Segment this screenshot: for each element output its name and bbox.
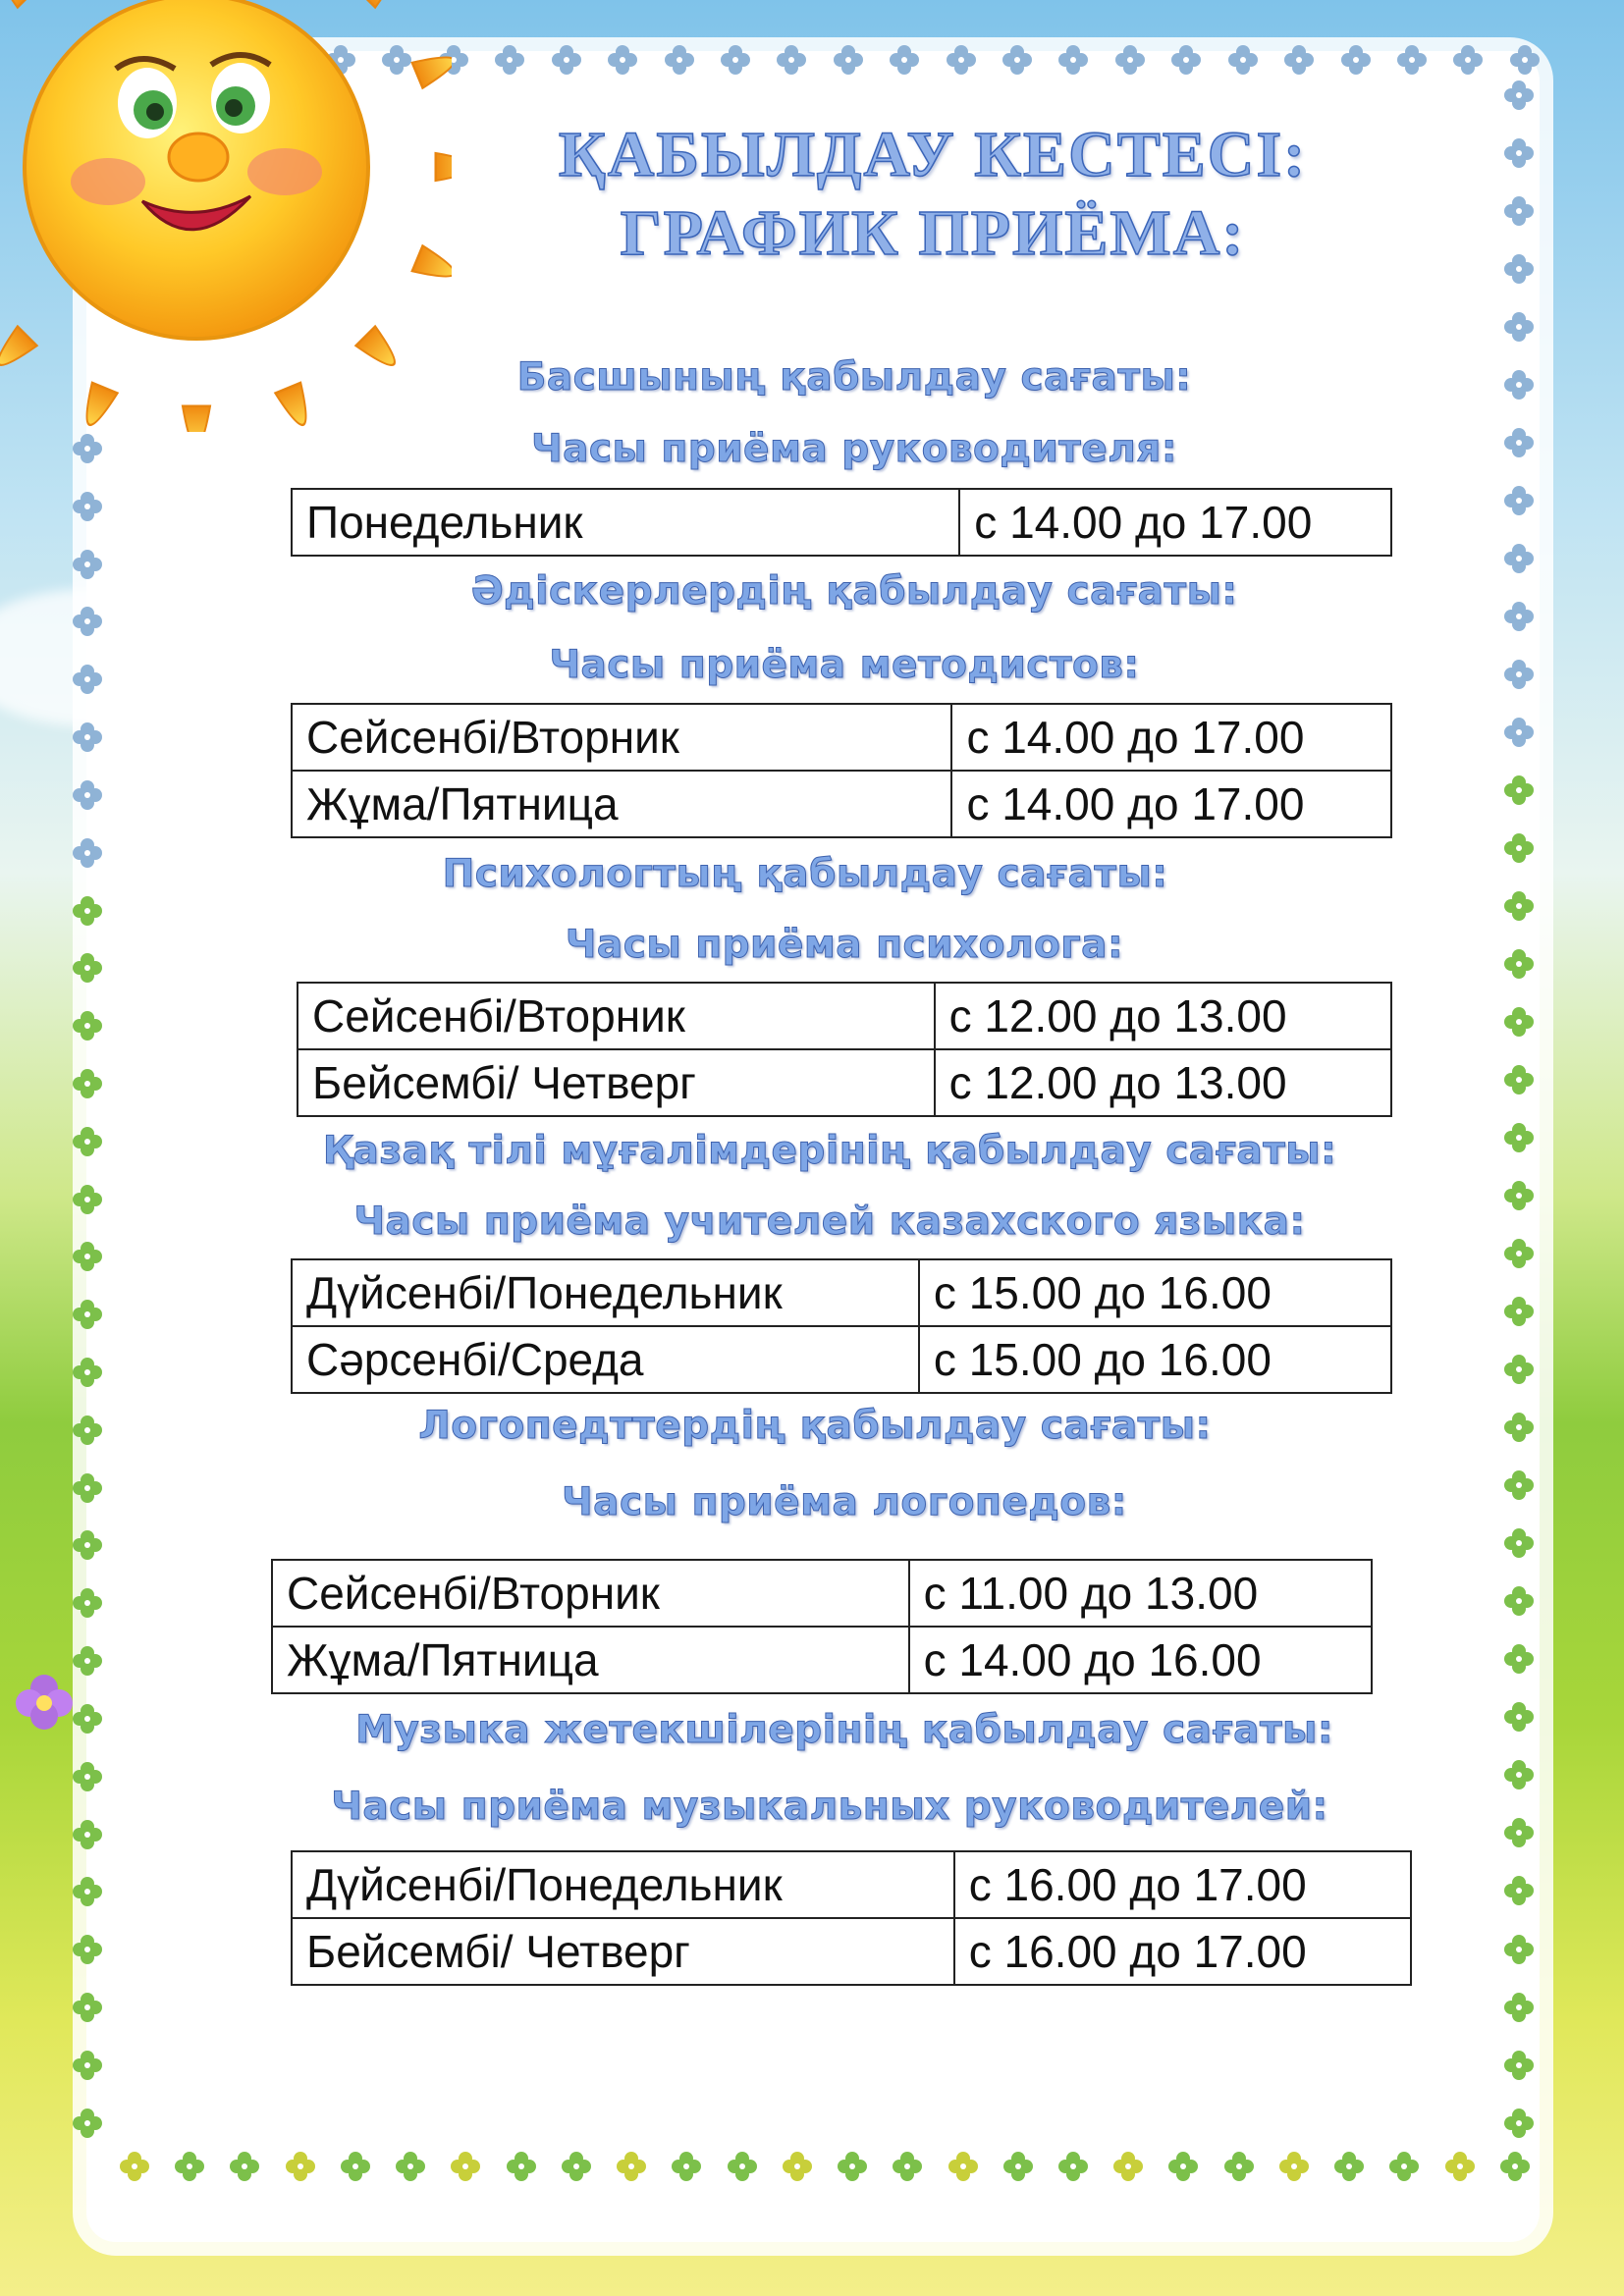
section-heading-ru: Часы приёма психолога: — [565, 923, 1124, 967]
time-cell: с 14.00 до 17.00 — [959, 489, 1391, 556]
section-heading-kz: Психологтың қабылдау сағаты: — [442, 852, 1168, 896]
time-cell: с 15.00 до 16.00 — [919, 1259, 1391, 1326]
section-heading-kz: Басшының қабылдау сағаты: — [516, 355, 1192, 400]
table-row — [298, 1049, 1391, 1116]
table-row — [292, 1918, 1411, 1985]
table-row — [298, 983, 1391, 1049]
day-cell: Жұма/Пятница — [272, 1627, 909, 1693]
table-row — [292, 489, 1391, 556]
table-row — [272, 1627, 1372, 1693]
table-row — [272, 1560, 1372, 1627]
time-cell: с 14.00 до 17.00 — [951, 771, 1391, 837]
table-row — [292, 1851, 1411, 1918]
day-cell: Понедельник — [292, 489, 959, 556]
time-cell: с 14.00 до 16.00 — [909, 1627, 1372, 1693]
time-cell: с 16.00 до 17.00 — [954, 1851, 1411, 1918]
section-heading-kz: Логопедттердің қабылдау сағаты: — [418, 1404, 1212, 1448]
table-row — [292, 771, 1391, 837]
schedule-table — [297, 982, 1392, 1117]
day-cell: Жұма/Пятница — [292, 771, 951, 837]
day-cell: Бейсембі/ Четверг — [292, 1918, 954, 1985]
day-cell: Дүйсенбі/Понедельник — [292, 1259, 919, 1326]
section-heading-ru: Часы приёма методистов: — [549, 643, 1140, 687]
time-cell: с 14.00 до 17.00 — [951, 704, 1391, 771]
day-cell: Сәрсенбі/Среда — [292, 1326, 919, 1393]
page-title-ru: ГРАФИК ПРИЁМА: — [620, 197, 1246, 269]
schedule-table — [291, 488, 1392, 557]
section-heading-kz: Музыка жетекшілерінің қабылдау сағаты: — [355, 1708, 1333, 1752]
time-cell: с 15.00 до 16.00 — [919, 1326, 1391, 1393]
day-cell: Сейсенбі/Вторник — [298, 983, 935, 1049]
schedule-table — [271, 1559, 1373, 1694]
time-cell: с 11.00 до 13.00 — [909, 1560, 1372, 1627]
section-heading-ru: Часы приёма учителей казахского языка: — [353, 1200, 1306, 1244]
section-heading-ru: Часы приёма руководителя: — [531, 427, 1177, 471]
day-cell: Сейсенбі/Вторник — [292, 704, 951, 771]
section-heading-kz: Қазақ тілі мұғалімдерінің қабылдау сағаты: — [322, 1129, 1337, 1173]
section-heading-ru: Часы приёма логопедов: — [562, 1480, 1127, 1524]
schedule-table — [291, 1258, 1392, 1394]
page-title-kz: ҚАБЫЛДАУ КЕСТЕСІ: — [558, 119, 1308, 190]
day-cell: Дүйсенбі/Понедельник — [292, 1851, 954, 1918]
schedule-table — [291, 1850, 1412, 1986]
section-heading-ru: Часы приёма музыкальных руководителей: — [331, 1785, 1328, 1829]
time-cell: с 12.00 до 13.00 — [935, 1049, 1391, 1116]
time-cell: с 16.00 до 17.00 — [954, 1918, 1411, 1985]
section-heading-kz: Әдіскерлердің қабылдау сағаты: — [470, 569, 1238, 614]
day-cell: Сейсенбі/Вторник — [272, 1560, 909, 1627]
time-cell: с 12.00 до 13.00 — [935, 983, 1391, 1049]
table-row — [292, 1259, 1391, 1326]
day-cell: Бейсембі/ Четверг — [298, 1049, 935, 1116]
schedule-table — [291, 703, 1392, 838]
table-row — [292, 1326, 1391, 1393]
table-row — [292, 704, 1391, 771]
